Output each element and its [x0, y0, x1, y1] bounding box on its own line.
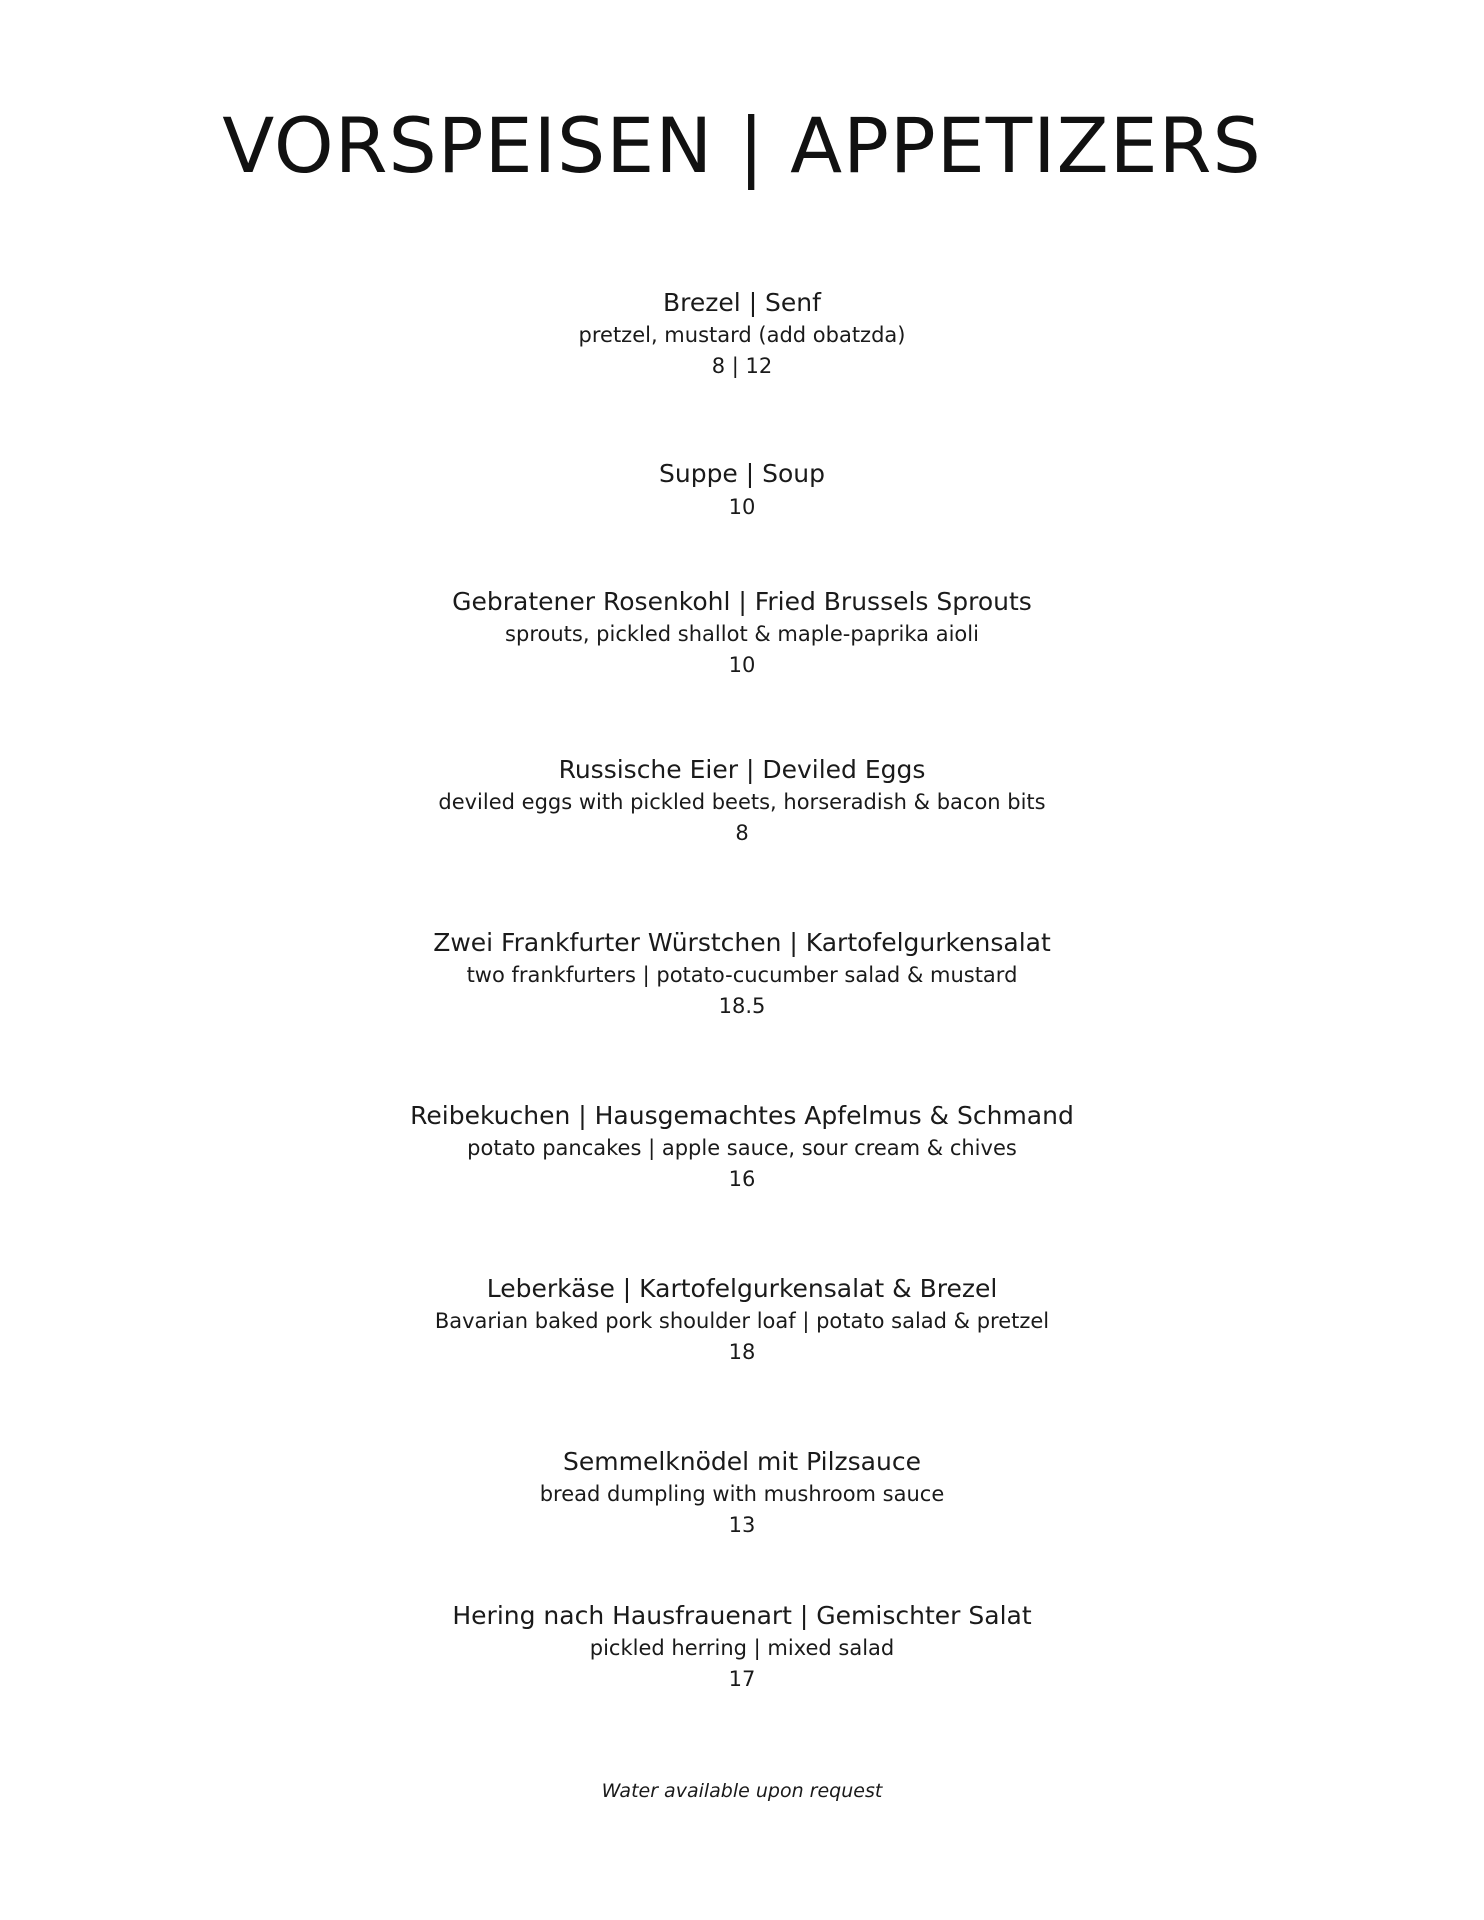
item-description: potato pancakes | apple sauce, sour cream & chives	[467, 1136, 1017, 1160]
item-price: 16	[728, 1167, 756, 1191]
menu-item-rosenkohl	[0, 585, 1484, 681]
menu-item-brezel	[0, 286, 1484, 382]
item-name: Reibekuchen | Hausgemachtes Apfelmus & Schmand	[410, 1101, 1074, 1130]
item-price: 17	[728, 1667, 756, 1691]
item-description: pickled herring | mixed salad	[589, 1636, 895, 1660]
item-name: Gebratener Rosenkohl | Fried Brussels Sprouts	[452, 587, 1032, 616]
item-name: Hering nach Hausfrauenart | Gemischter Salat	[452, 1601, 1032, 1630]
menu-item-leberkaese	[0, 1272, 1484, 1368]
item-price: 10	[728, 653, 756, 677]
item-price: 18.5	[718, 994, 766, 1018]
item-name: Semmelknödel mit Pilzsauce	[563, 1447, 921, 1476]
item-price: 8	[735, 821, 749, 845]
item-description: deviled eggs with pickled beets, horseradish & bacon bits	[438, 790, 1046, 814]
footer-note: Water available upon request	[601, 1780, 883, 1802]
item-description: pretzel, mustard (add obatzda)	[578, 323, 906, 347]
item-price: 13	[728, 1513, 756, 1537]
menu-item-hering	[0, 1599, 1484, 1695]
item-description: Bavarian baked pork shoulder loaf | potato salad & pretzel	[434, 1309, 1050, 1333]
menu-item-russische-eier	[0, 753, 1484, 849]
item-name: Zwei Frankfurter Würstchen | Kartofelgurkensalat	[433, 928, 1051, 957]
item-name: Brezel | Senf	[663, 288, 821, 317]
item-description: bread dumpling with mushroom sauce	[539, 1482, 945, 1506]
item-price: 8 | 12	[711, 354, 773, 378]
item-name: Suppe | Soup	[658, 459, 826, 488]
item-price: 10	[728, 495, 756, 519]
menu-item-frankfurter	[0, 926, 1484, 1022]
menu-item-reibekuchen	[0, 1099, 1484, 1195]
item-name: Leberkäse | Kartofelgurkensalat & Brezel	[486, 1274, 998, 1303]
menu-item-semmelknoedel	[0, 1445, 1484, 1541]
item-description: sprouts, pickled shallot & maple-paprika aioli	[505, 622, 979, 646]
item-price: 18	[728, 1340, 756, 1364]
menu-item-suppe	[0, 457, 1484, 523]
item-description: two frankfurters | potato-cucumber salad & mustard	[466, 963, 1018, 987]
page-title: VORSPEISEN | APPETIZERS	[222, 101, 1262, 190]
item-name: Russische Eier | Deviled Eggs	[558, 755, 926, 784]
